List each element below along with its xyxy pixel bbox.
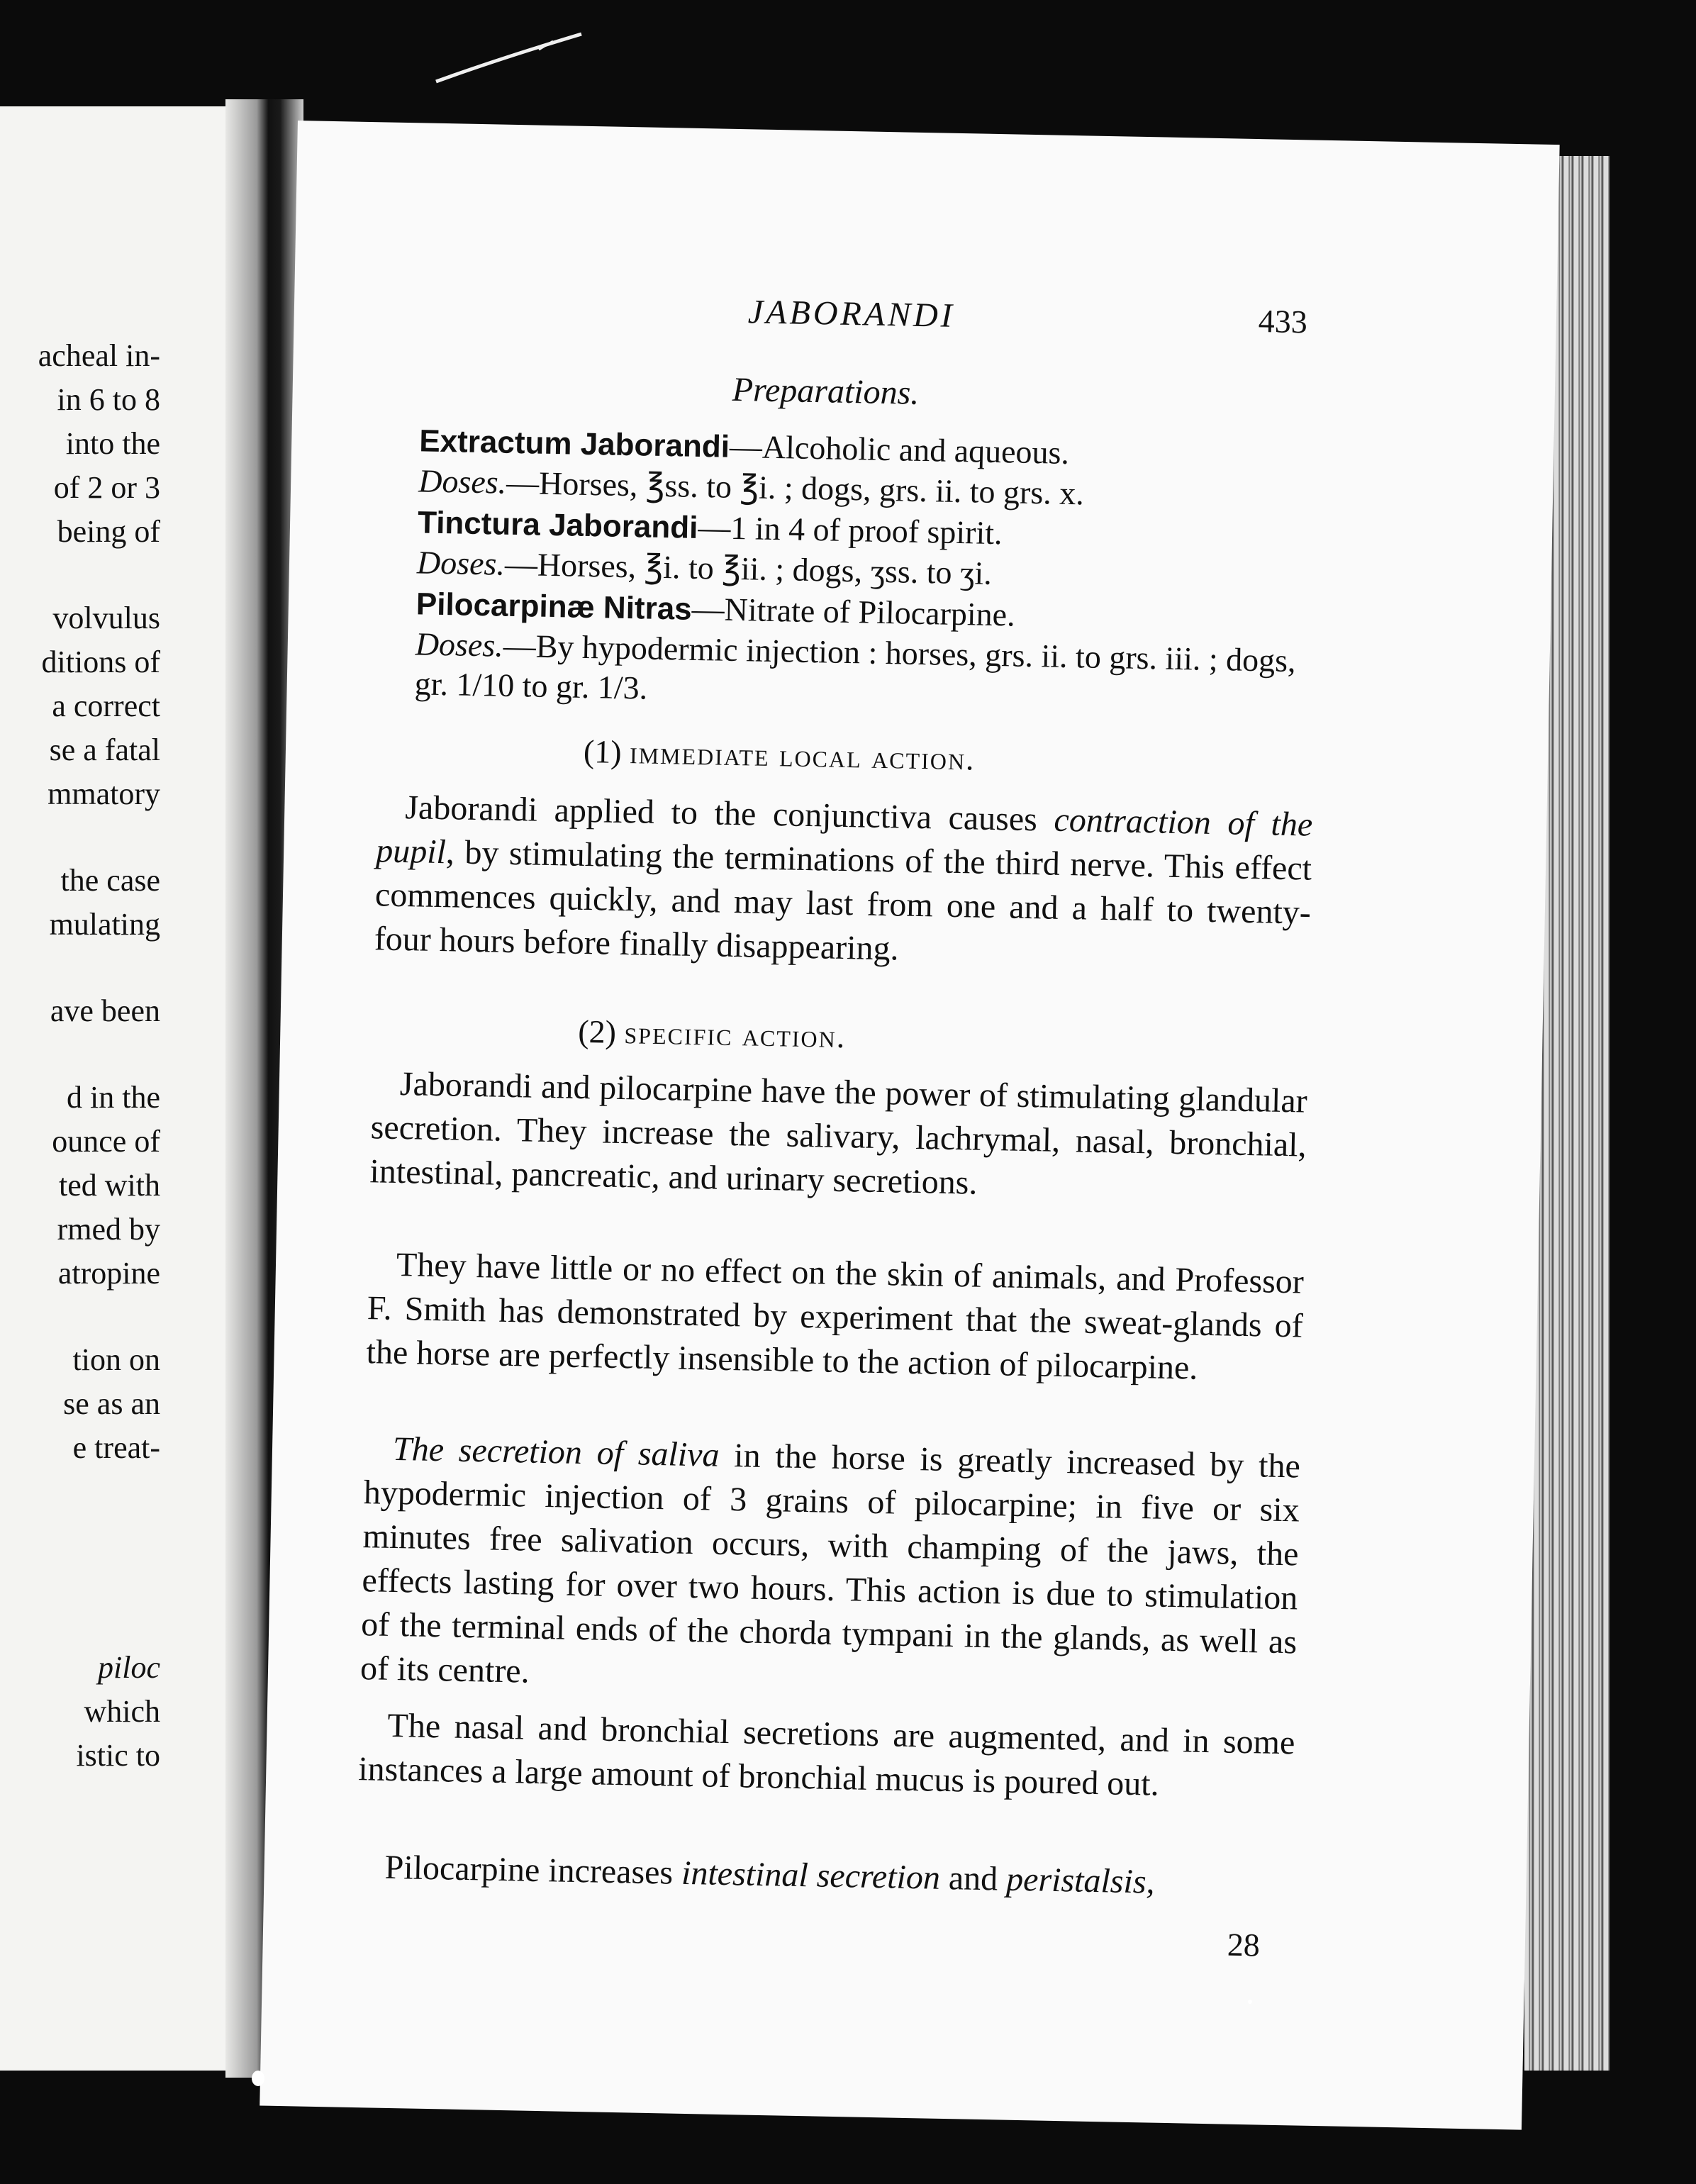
drug-description: —Alcoholic and aqueous. bbox=[729, 428, 1070, 471]
para-italic: intestinal secretion bbox=[681, 1854, 941, 1897]
section-number: (1) bbox=[583, 732, 623, 770]
pen-mark-decoration bbox=[433, 28, 588, 92]
section-title: immediate local action. bbox=[629, 734, 976, 777]
drug-name: Pilocarpinæ Nitras bbox=[415, 586, 693, 627]
doses-label: Doses. bbox=[418, 462, 507, 501]
left-page-line: istic to bbox=[76, 1738, 160, 1773]
left-page-line: mulating bbox=[49, 907, 160, 942]
left-page-line: atropine bbox=[57, 1256, 160, 1291]
section-title: specific action. bbox=[624, 1014, 847, 1055]
doses-text: —Horses, ℥ss. to ℥i. ; dogs, grs. ii. to grs. x. bbox=[506, 464, 1085, 512]
para-text: and bbox=[939, 1859, 1007, 1898]
doses-label: Doses. bbox=[416, 544, 506, 582]
paragraph-saliva bbox=[360, 1427, 1301, 1708]
scan-speck bbox=[1248, 2000, 1252, 2004]
left-page-line: piloc bbox=[98, 1650, 160, 1685]
para-text: Pilocarpine increases bbox=[384, 1848, 682, 1892]
left-page-line: d in the bbox=[67, 1080, 160, 1115]
preparation-entry bbox=[414, 584, 1338, 721]
doses-text: —Horses, ℥i. to ℥ii. ; dogs, ʒss. to ʒi. bbox=[504, 545, 993, 591]
left-page-line: in 6 to 8 bbox=[57, 382, 160, 417]
left-page-line: mmatory bbox=[48, 776, 160, 811]
signature-mark: 28 bbox=[1227, 1926, 1261, 1963]
left-page-line: rmed by bbox=[57, 1212, 160, 1247]
para-text: in the horse is greatly increased by the hypodermic injection of 3 grains of pilocarpine; in five or six minutes free salivation occurs, with champing of the jaws, the effects lasting for over two hours. This action is due to stimulation of the terminal ends of the chorda tympani in the glands, as well as of its centre. bbox=[359, 1436, 1301, 1690]
drug-description: —Nitrate of Pilocarpine. bbox=[691, 590, 1016, 633]
paragraph-local-action bbox=[374, 785, 1313, 979]
dose-line bbox=[414, 624, 1337, 721]
left-page-line: ounce of bbox=[52, 1124, 160, 1159]
paragraph-skin-effect: They have little or no effect on the skin of animals, and Professor F. Smith has demonstrated by experiment that the sweat-glands of the horse are perfectly insensible to the action of pilocarpine. bbox=[366, 1245, 1305, 1387]
drug-description: —1 in 4 of proof spirit. bbox=[697, 508, 1003, 552]
left-page-line: into the bbox=[65, 426, 160, 461]
para-italic: peristalsis, bbox=[1005, 1860, 1156, 1901]
para-italic: The secretion of saliva bbox=[392, 1430, 720, 1474]
para-text: Jaborandi applied to the conjunctiva causes bbox=[404, 789, 1055, 839]
section-number: (2) bbox=[577, 1013, 617, 1050]
left-page-line: e treat- bbox=[72, 1430, 160, 1465]
page-number: 433 bbox=[1258, 303, 1308, 340]
preparation-entry bbox=[417, 502, 1340, 600]
left-page-line: volvulus bbox=[52, 601, 160, 635]
left-page-line: which bbox=[84, 1694, 160, 1729]
para-italic: contraction of the pupil bbox=[375, 801, 1313, 871]
preparation-entry bbox=[418, 420, 1341, 518]
scan-speck bbox=[252, 2071, 264, 2086]
left-page-line: se as an bbox=[63, 1386, 160, 1421]
left-page-line: ave been bbox=[50, 993, 160, 1028]
left-page-line: ted with bbox=[59, 1168, 160, 1203]
preparations-heading: Preparations. bbox=[732, 370, 920, 412]
left-page-line: acheal in- bbox=[38, 338, 160, 373]
left-page-line: being of bbox=[57, 514, 160, 549]
left-page-line: se a fatal bbox=[49, 732, 160, 767]
para-text: , by stimulating the terminations of the third nerve. This effect commences quickly, and may last from one and a half to twenty-four hours before finally disappearing. bbox=[374, 833, 1312, 968]
running-head: JABORANDI bbox=[747, 293, 956, 335]
left-page-fragment bbox=[0, 106, 234, 2071]
section-heading-specific-action bbox=[578, 1013, 847, 1055]
drug-name: Tinctura Jaborandi bbox=[417, 505, 698, 545]
paragraph-glandular-secretion: Jaborandi and pilocarpine have the power of stimulating glandular secretion. They increase the salivary, lachrymal, nasal, bronchial, intestinal, pancreatic, and urinary secretions. bbox=[369, 1065, 1308, 1202]
paragraph-intestinal bbox=[356, 1845, 1293, 1907]
right-page bbox=[260, 121, 1559, 2130]
left-page-line: tion on bbox=[72, 1342, 160, 1377]
section-heading-immediate-local-action bbox=[583, 732, 976, 778]
left-page-line: ditions of bbox=[41, 645, 160, 679]
drug-name: Extractum Jaborandi bbox=[418, 423, 730, 464]
doses-label: Doses. bbox=[415, 625, 504, 664]
doses-text: —By hypodermic injection : horses, grs. ii. to grs. iii. ; dogs, gr. 1/10 to gr. 1/3. bbox=[414, 627, 1297, 706]
left-page-line: a correct bbox=[52, 689, 160, 723]
paragraph-nasal-bronchial: The nasal and bronchial secretions are augmented, and in some instances a large amount of bronchial mucus is poured out. bbox=[357, 1706, 1295, 1803]
left-page-line: the case bbox=[60, 863, 160, 898]
left-page-line: of 2 or 3 bbox=[53, 470, 160, 505]
